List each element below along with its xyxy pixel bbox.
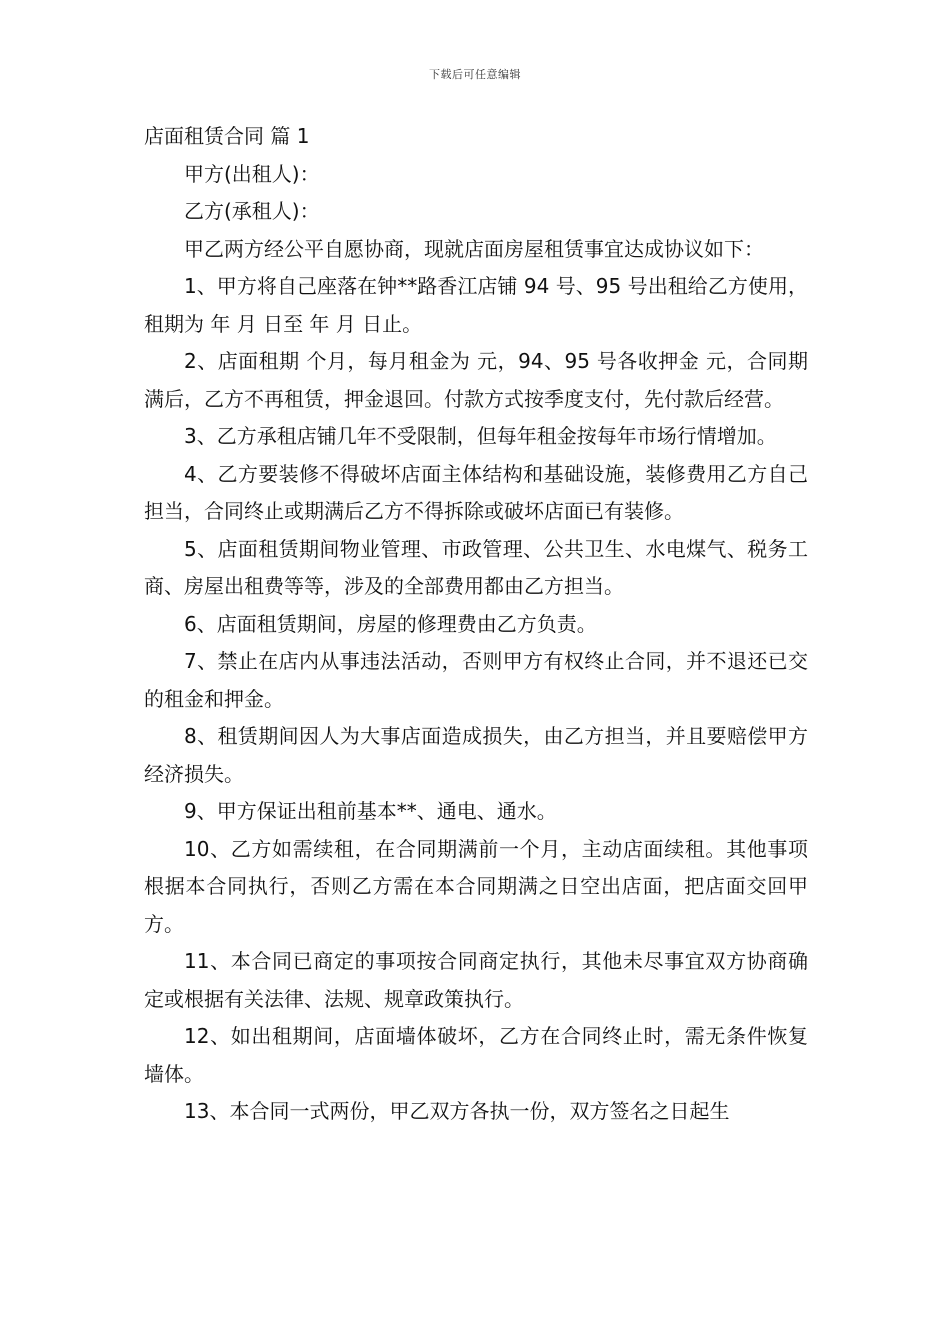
- clause-3: 3、乙方承租店铺几年不受限制，但每年租金按每年市场行情增加。: [184, 424, 777, 448]
- contract-body: [144, 118, 808, 1131]
- clause-4: 4、乙方要装修不得破坏店面主体结构和基础设施，装修费用乙方自己担当，合同终止或期满后乙方不得拆除或破坏店面已有装修。: [144, 461, 808, 523]
- clause-13: 13、本合同一式两份，甲乙双方各执一份，双方签名之日起生: [184, 1099, 730, 1123]
- paragraph-party-a: 甲方(出租人)：: [184, 161, 320, 186]
- clause-12: 12、如出租期间，店面墙体破坏，乙方在合同终止时，需无条件恢复墙体。: [144, 1024, 808, 1086]
- paragraph-preamble: 甲乙两方经公平自愿协商，现就店面房屋租赁事宜达成协议如下：: [184, 236, 764, 261]
- clause-11: 11、本合同已商定的事项按合同商定执行，其他未尽事宜双方协商确定或根据有关法律、法规、规章政策执行。: [144, 949, 808, 1011]
- clause-1: 1、甲方将自己座落在钟**路香江店铺 94 号、95 号出租给乙方使用，租期为 年 月 日至 年 月 日止。: [144, 274, 808, 336]
- clause-10: 10、乙方如需续租，在合同期满前一个月，主动店面续租。其他事项根据本合同执行，否则乙方需在本合同期满之日空出店面，把店面交回甲方。: [144, 836, 808, 936]
- clause-8: 8、租赁期间因人为大事店面造成损失，由乙方担当，并且要赔偿甲方经济损失。: [144, 724, 808, 786]
- clause-2: 2、店面租期 个月，每月租金为 元，94、95 号各收押金 元，合同期满后，乙方不再租赁，押金退回。付款方式按季度支付，先付款后经营。: [144, 349, 808, 411]
- clause-9: 9、甲方保证出租前基本**、通电、通水。: [184, 799, 557, 823]
- clause-7: 7、禁止在店内从事违法活动，否则甲方有权终止合同，并不退还已交的租金和押金。: [144, 649, 808, 711]
- clause-5: 5、店面租赁期间物业管理、市政管理、公共卫生、水电煤气、税务工商、房屋出租费等等，涉及的全部费用都由乙方担当。: [144, 536, 808, 598]
- document-title: 店面租赁合同 篇 1: [144, 124, 310, 148]
- paragraph-party-b: 乙方(承租人)：: [184, 199, 320, 223]
- page-header-note: 下载后可任意编辑: [429, 68, 521, 81]
- clause-6: 6、店面租赁期间，房屋的修理费由乙方负责。: [184, 611, 597, 636]
